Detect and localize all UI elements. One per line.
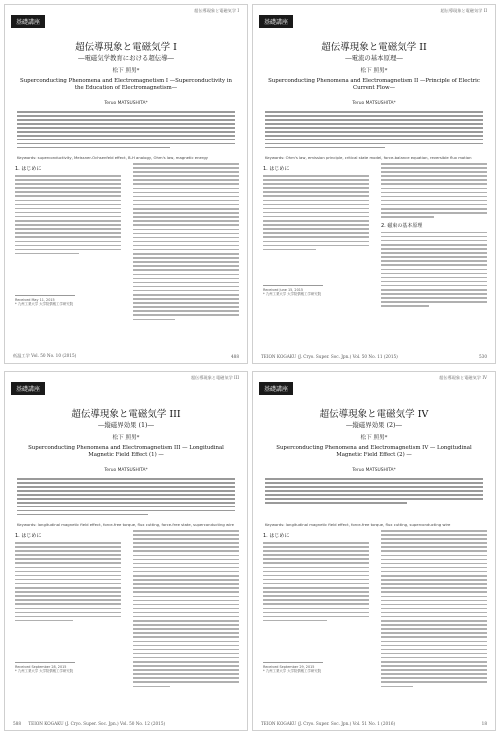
article-page-2 (252, 4, 496, 364)
author-jp: 松下 照男* (360, 435, 388, 441)
article-title-jp: 超伝導現象と電磁気学 IV (319, 409, 429, 420)
abstract-block (265, 478, 483, 522)
body-column-right (381, 530, 487, 690)
page-number: 530 (479, 354, 487, 359)
keywords: Keywords: longitudinal magnetic field effect, force-free torque, flux cutting, superconducting wire (265, 522, 451, 527)
abstract-block (265, 111, 483, 155)
affiliation: * 九州工業大学 大学院情報工学研究院 (15, 669, 74, 673)
running-head (13, 375, 239, 383)
author-jp: 松下 照男* (112, 68, 140, 74)
section-heading: 1. はじめに (15, 533, 42, 539)
received-note (15, 662, 115, 673)
article-title-en: Superconducting Phenomena and Electromagnetism II —Principle of Electric Current Flow— (268, 78, 480, 91)
body-column-left (15, 163, 121, 257)
affiliation: * 九州工業大学 大学院情報工学研究院 (263, 669, 322, 673)
article-page-4 (252, 371, 496, 731)
received-note (15, 295, 115, 306)
journal-citation: TEION KOGAKU (J. Cryo. Super. Soc. Jpn.) Vol. 51 No. 1 (2016) (261, 721, 396, 726)
article-subtitle-jp: ―縦磁界効果 (2)― (346, 421, 402, 429)
running-head-title: 超伝導現象と電磁気学 I (194, 8, 239, 13)
article-title-jp: 超伝導現象と電磁気学 III (71, 409, 181, 420)
body-column-left (263, 163, 369, 253)
section-tag: 基礎講座 (11, 15, 45, 28)
running-head-title: 超伝導現象と電磁気学 II (440, 8, 487, 13)
received-date: Received May 11, 2015 (15, 297, 55, 302)
article-title-jp: 超伝導現象と電磁気学 I (75, 42, 177, 53)
article-title-en: Superconducting Phenomena and Electromagnetism III — Longitudinal Magnetic Field Effect (1) — (28, 445, 224, 458)
page-number: 488 (231, 354, 239, 359)
section-heading: 1. はじめに (15, 166, 42, 172)
article-page-1 (4, 4, 248, 364)
author-en: Teruo MATSUSHITA* (104, 101, 148, 106)
section-tag: 基礎講座 (11, 382, 45, 395)
received-date: Received June 15, 2015 (263, 287, 304, 292)
article-page-3 (4, 371, 248, 731)
received-date: Received September 29, 2015 (263, 664, 315, 669)
article-title-en: Superconducting Phenomena and Electromagnetism IV — Longitudinal Magnetic Field Effect (2) — (276, 445, 472, 458)
body-column-left (263, 530, 369, 624)
page-footer (261, 721, 487, 726)
received-note (263, 285, 363, 296)
keywords: Keywords: longitudinal magnetic field effect, force-free torque, flux cutting, force-free state, superconducting wire (17, 522, 235, 527)
body-column-right (133, 163, 239, 323)
keywords: Keywords: superconductivity, Meissner-Ochsenfeld effect, B-H analogy, Ohm's law, magnetic energy (17, 155, 209, 160)
page-footer (261, 354, 487, 359)
author-jp: 松下 照男* (112, 435, 140, 441)
affiliation: * 九州工業大学 大学院情報工学研究院 (15, 302, 74, 306)
article-title-en: Superconducting Phenomena and Electromagnetism I —Superconductivity in the Education of Electromagnetism— (20, 78, 232, 91)
author-jp: 松下 照男* (360, 68, 388, 74)
abstract-block (17, 478, 235, 522)
page-footer (13, 721, 239, 726)
journal-citation: TEION KOGAKU (J. Cryo. Super. Soc. Jpn.) Vol. 50 No. 11 (2015) (261, 354, 398, 359)
running-head-title: 超伝導現象と電磁気学 IV (439, 375, 487, 380)
article-subtitle-jp: ―電流の基本原理― (345, 54, 403, 62)
section-tag: 基礎講座 (259, 382, 293, 395)
section-heading: 1. はじめに (263, 166, 290, 172)
running-head-title: 超伝導現象と電磁気学 III (190, 375, 239, 380)
body-column-left (15, 530, 121, 624)
body-column-right (381, 163, 487, 310)
running-head (261, 8, 487, 16)
running-head (261, 375, 487, 383)
received-note (263, 662, 363, 673)
article-title-jp: 超伝導現象と電磁気学 II (321, 42, 427, 53)
page-number: 588 (13, 721, 21, 726)
running-head (13, 8, 239, 16)
article-subtitle-jp: ―電磁気学教育における超伝導― (78, 54, 174, 62)
page-number: 18 (481, 721, 487, 726)
keywords: Keywords: Ohm's law, emission principle, critical state model, force-balance equation, reversible flux motion (265, 155, 472, 160)
section-heading-2: 2. 磁束の基本原理 (381, 222, 423, 229)
author-en: Teruo MATSUSHITA* (352, 101, 396, 106)
article-subtitle-jp: ―縦磁界効果 (1)― (98, 421, 154, 429)
author-en: Teruo MATSUSHITA* (104, 468, 148, 473)
section-heading: 1. はじめに (263, 533, 290, 539)
author-en: Teruo MATSUSHITA* (352, 468, 396, 473)
abstract-block (17, 111, 235, 155)
page-footer (13, 353, 239, 359)
journal-citation: 低温工学 Vol. 50 No. 10 (2015) (13, 353, 77, 358)
affiliation: * 九州工業大学 大学院情報工学研究院 (263, 292, 322, 296)
section-tag: 基礎講座 (259, 15, 293, 28)
body-column-right (133, 530, 239, 690)
journal-citation: TEION KOGAKU (J. Cryo. Super. Soc. Jpn.) Vol. 50 No. 12 (2015) (28, 721, 166, 726)
received-date: Received September 28, 2015 (15, 664, 67, 669)
